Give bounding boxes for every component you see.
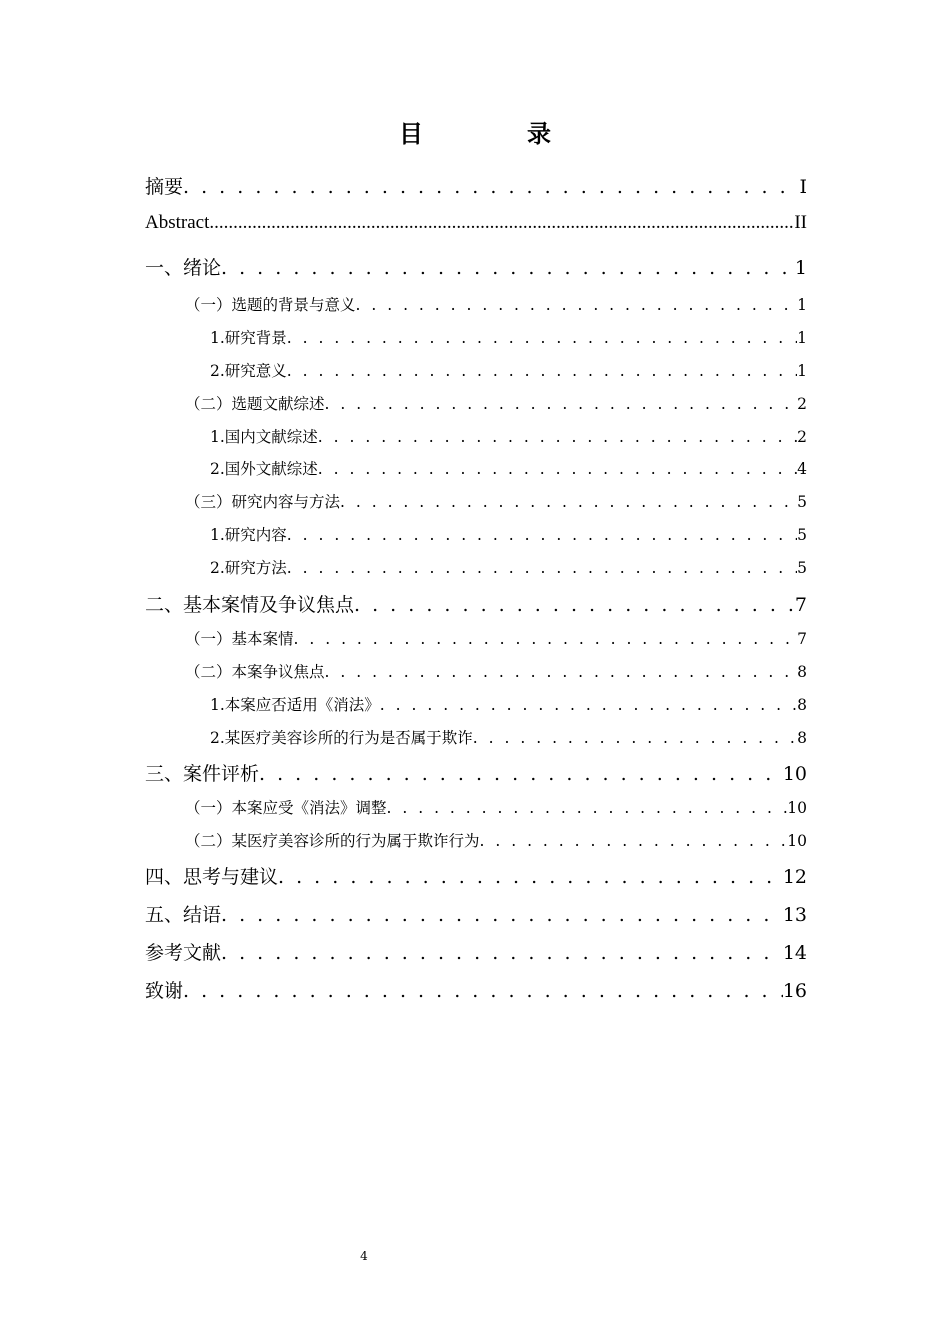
toc-entry-page: 4 (797, 460, 807, 478)
dot-leader (340, 493, 797, 511)
toc-entry-label: （二）某医疗美容诊所的行为属于欺诈行为 (185, 832, 480, 850)
toc-entry-label: （二）本案争议焦点 (185, 663, 325, 681)
toc-entry-page: Ⅰ (799, 176, 807, 198)
toc-entry-label: 1.国内文献综述 (210, 428, 318, 446)
toc-entry-page: 5 (797, 493, 807, 511)
toc-entry-section-1-1[interactable] (185, 293, 807, 315)
toc-entry-chapter-1[interactable] (145, 253, 807, 280)
toc-entry-label: 2.国外文献综述 (210, 460, 318, 478)
dot-leader (183, 176, 799, 198)
toc-entry-abstract-cn[interactable] (145, 172, 807, 199)
toc-entry-subsection-1-2-1[interactable] (210, 425, 807, 447)
toc-entry-page: 2 (797, 428, 807, 446)
toc-entry-label: （一）本案应受《消法》调整 (185, 799, 387, 817)
toc-entry-section-2-1[interactable] (185, 627, 807, 649)
dot-leader (473, 729, 797, 747)
toc-entry-label: 二、基本案情及争议焦点 (145, 594, 355, 616)
toc-entry-subsection-1-3-1[interactable] (210, 523, 807, 545)
toc-entry-page: 16 (782, 980, 807, 1002)
dot-leader (278, 866, 783, 888)
dot-leader (318, 428, 797, 446)
toc-entry-page: 1 (797, 329, 807, 347)
toc-entry-page: 5 (797, 559, 807, 577)
toc-entry-label: （一）选题的背景与意义 (185, 296, 356, 314)
toc-entry-page: 7 (797, 630, 807, 648)
dot-leader (287, 362, 797, 380)
toc-entry-label: 1.本案应否适用《消法》 (210, 696, 380, 714)
dot-leader (221, 904, 783, 926)
toc-entry-page: 8 (797, 663, 807, 681)
toc-entry-page: 14 (782, 942, 807, 964)
dot-leader (325, 663, 798, 681)
toc-entry-page: 10 (787, 832, 807, 850)
toc-entry-page: 7 (794, 594, 807, 616)
toc-entry-label: 摘要 (145, 176, 184, 198)
toc-entry-label: （二）选题文献综述 (185, 395, 325, 413)
toc-entry-subsection-2-2-2[interactable] (210, 726, 807, 748)
toc-entry-references[interactable] (145, 938, 807, 965)
dot-leader (380, 696, 797, 714)
toc-entry-label: 1.研究背景 (210, 329, 287, 347)
dot-leader (318, 460, 797, 478)
toc-entry-subsection-2-2-1[interactable] (210, 693, 807, 715)
toc-entry-subsection-1-2-2[interactable] (210, 457, 807, 479)
toc-entry-label: 1.研究内容 (210, 526, 287, 544)
dot-leader (356, 296, 798, 314)
dot-leader (325, 395, 798, 413)
toc-entry-section-3-1[interactable] (185, 796, 807, 818)
toc-entry-acknowledgements[interactable] (145, 976, 807, 1003)
toc-entry-page: 13 (782, 904, 807, 926)
toc-entry-page: 12 (782, 866, 807, 888)
page-number: 4 (360, 1249, 368, 1263)
toc-entry-label: 五、结语 (145, 904, 222, 926)
toc-entry-page: II (794, 212, 807, 233)
toc-entry-section-1-2[interactable] (185, 392, 807, 414)
toc-entry-page: 2 (797, 395, 807, 413)
toc-entry-page: 5 (797, 526, 807, 544)
toc-entry-label: 四、思考与建议 (145, 866, 279, 888)
toc-entry-label: 三、案件评析 (145, 763, 260, 785)
toc-entry-page: 10 (782, 763, 807, 785)
toc-entry-page: 1 (797, 362, 807, 380)
toc-title: 目 录 (399, 119, 591, 148)
toc-entry-section-2-2[interactable] (185, 660, 807, 682)
toc-entry-label: 一、绪论 (145, 257, 222, 279)
toc-entry-abstract-en[interactable] (145, 212, 807, 234)
toc-entry-label: Abstract (145, 212, 210, 233)
toc-entry-label: （三）研究内容与方法 (185, 493, 341, 511)
toc-entry-page: 8 (797, 696, 807, 714)
toc-entry-label: （一）基本案情 (185, 630, 294, 648)
dot-leader (294, 630, 798, 648)
dot-leader (259, 763, 783, 785)
toc-entry-subsection-1-1-2[interactable] (210, 359, 807, 381)
toc-entry-section-3-2[interactable] (185, 829, 807, 851)
dot-leader (183, 980, 783, 1002)
dot-leader (480, 832, 788, 850)
toc-entry-subsection-1-1-1[interactable] (210, 326, 807, 348)
toc-entry-label: 2.研究方法 (210, 559, 287, 577)
dot-leader (387, 799, 788, 817)
toc-entry-label: 2.某医疗美容诊所的行为是否属于欺诈 (210, 729, 473, 747)
dot-leader (287, 526, 797, 544)
toc-entry-chapter-5[interactable] (145, 900, 807, 927)
toc-entry-chapter-4[interactable] (145, 862, 807, 889)
dot-leader (209, 212, 794, 234)
toc-entry-page: 10 (787, 799, 807, 817)
toc-entry-chapter-3[interactable] (145, 759, 807, 786)
toc-entry-label: 致谢 (145, 980, 184, 1002)
dot-leader (287, 329, 797, 347)
dot-leader (287, 559, 797, 577)
toc-entry-page: 8 (797, 729, 807, 747)
toc-entry-page: 1 (797, 296, 807, 314)
toc-entry-label: 参考文献 (145, 942, 222, 964)
toc-entry-subsection-1-3-2[interactable] (210, 556, 807, 578)
toc-entry-label: 2.研究意义 (210, 362, 287, 380)
toc-entry-page: 1 (794, 257, 807, 279)
dot-leader (354, 594, 795, 616)
toc-entry-chapter-2[interactable] (145, 590, 807, 617)
toc-entry-section-1-3[interactable] (185, 490, 807, 512)
dot-leader (221, 257, 795, 279)
dot-leader (221, 942, 783, 964)
